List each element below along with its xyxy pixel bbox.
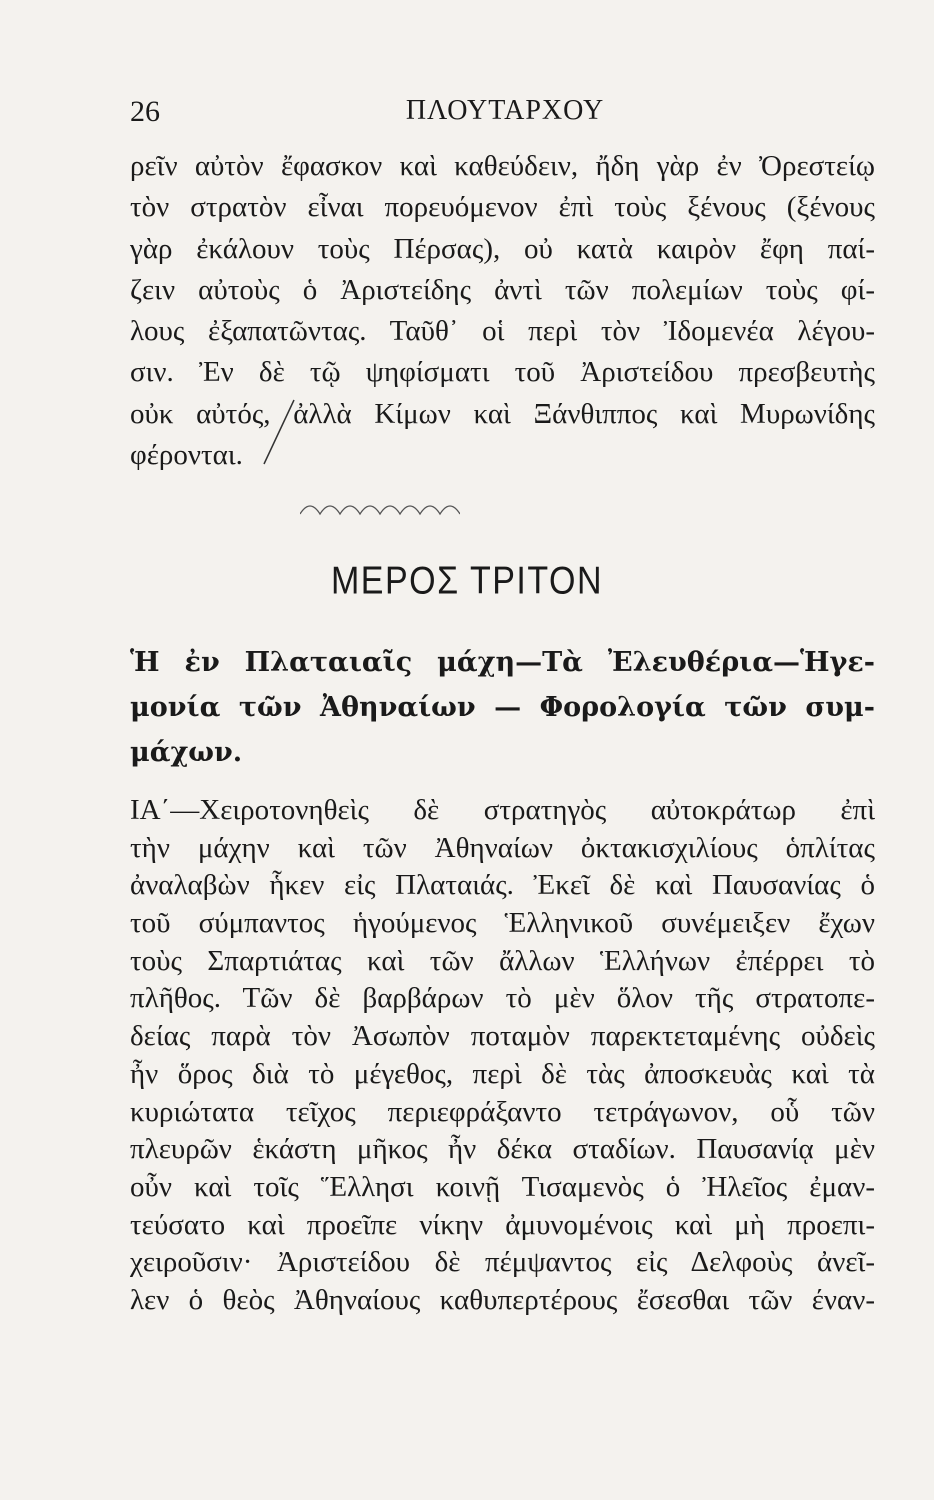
summary-line: μονία τῶν Ἀθηναίων — Φορολογία τῶν συμ-: [130, 692, 875, 723]
pen-mark-icon: [258, 398, 298, 468]
text-line: χειροῦσιν· Ἀριστείδου δὲ πέμψαντος εἰς Δελφοὺς ἀνεῖ-: [130, 1246, 875, 1279]
text-line: οὖν καὶ τοῖς Ἕλλησι κοινῇ Τισαμενὸς ὁ Ἠλεῖος ἐμαν-: [130, 1170, 875, 1203]
chapter-summary: [130, 640, 875, 775]
text-line: σιν. Ἐν δὲ τῷ ψηφίσματι τοῦ Ἀριστείδου πρεσβευτὴς: [130, 356, 875, 389]
text-line: τεύσατο καὶ προεῖπε νίκην ἀμυνομένοις καὶ μὴ προεπι-: [130, 1208, 875, 1241]
text-line: λεν ὁ θεὸς Ἀθηναίους καθυπερτέρους ἔσεσθαι τῶν έναν-: [130, 1283, 875, 1316]
text-line: τοὺς Σπαρτιάτας καὶ τῶν ἄλλων Ἑλλήνων ἐπέρρει τὸ: [130, 944, 875, 977]
chapter-paragraph: [130, 792, 875, 1320]
intro-paragraph: [130, 146, 875, 476]
text-line: λους ἐξαπατῶντας. Ταῦθ᾽ οἱ περὶ τὸν Ἰδομενέα λέγου-: [130, 315, 875, 348]
summary-line: μάχων.: [130, 737, 243, 768]
text-line: δείας παρὰ τὸν Ἀσωπὸν ποταμὸν παρεκτεταμένης οὐδεὶς: [130, 1020, 875, 1053]
text-line: πλευρῶν ἑκάστη μῆκος ἦν δέκα σταδίων. Παυσανίᾳ μὲν: [130, 1133, 875, 1166]
text-line: ρεῖν αὐτὸν ἔφασκον καὶ καθεύδειν, ἤδη γὰρ ἐν Ὀρεστείῳ: [130, 150, 875, 182]
text-line: τὸν στρατὸν εἶναι πορευόμενον ἐπὶ τοὺς ξένους (ξένους: [130, 191, 875, 224]
section-heading: ΜΕΡΟΣ ΤΡΙΤΟΝ: [330, 559, 604, 603]
flourish-divider-icon: [300, 492, 460, 522]
text-line: γὰρ ἐκάλουν τοὺς Πέρσας), οὐ κατὰ καιρὸν ἔφη παί-: [130, 232, 875, 265]
summary-line: Ἡ ἐν Πλαταιαῖς μάχη—Τὰ Ἐλευθέρια—Ἡγε-: [130, 647, 875, 678]
text-line: ἀναλαβὼν ἧκεν εἰς Πλαταιάς. Ἐκεῖ δὲ καὶ Παυσανίας ὁ: [130, 869, 875, 902]
text-line: οὐκ αὐτός, ἀλλὰ Κίμων καὶ Ξάνθιππος καὶ Μυρωνίδης: [130, 397, 875, 430]
page-header: [130, 95, 880, 135]
text-line: ζειν αὐτοὺς ὁ Ἀριστείδης ἀντὶ τῶν πολεμίων τοὺς φί-: [130, 273, 875, 306]
text-line: ἦν ὅρος διὰ τὸ μέγεθος, περὶ δὲ τὰς ἀποσκευὰς καὶ τὰ: [130, 1057, 875, 1090]
page-number: 26: [130, 95, 160, 128]
text-line: πλῆθος. Τῶν δὲ βαρβάρων τὸ μὲν ὅλον τῆς στρατοπε-: [130, 982, 875, 1015]
text-line: κυριώτατα τεῖχος περιεφράξαντο τετράγωνον, οὗ τῶν: [130, 1095, 875, 1128]
text-line: φέρονται.: [130, 439, 243, 472]
text-line: τοῦ σύμπαντος ἡγούμενος Ἑλληνικοῦ συνέμειξεν ἔχων: [130, 907, 875, 940]
text-line: ΙΑ΄—Χειροτονηθεὶς δὲ στρατηγὸς αὐτοκράτωρ ἐπὶ: [130, 794, 875, 826]
running-title: ΠΛΟΥΤΑΡΧΟΥ: [405, 95, 605, 126]
text-line: τὴν μάχην καὶ τῶν Ἀθηναίων ὀκτακισχιλίους ὁπλίτας: [130, 831, 875, 864]
